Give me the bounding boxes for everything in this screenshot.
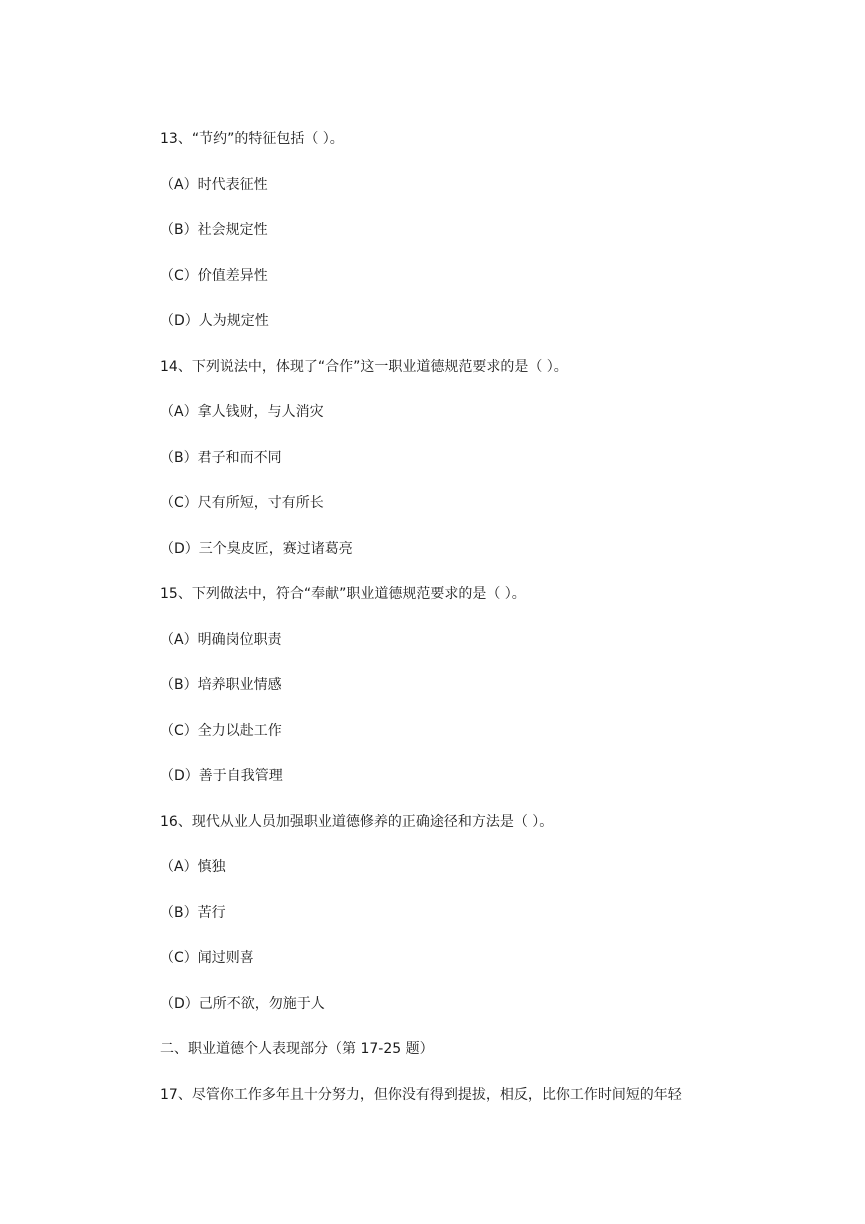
option-16-a: （A）慎独 — [160, 859, 226, 875]
option-14-a: （A）拿人钱财，与人消灾 — [160, 404, 324, 420]
option-15-a: （A）明确岗位职责 — [160, 632, 282, 648]
option-16-d: （D）己所不欲，勿施于人 — [160, 996, 325, 1012]
option-14-c: （C）尺有所短，寸有所长 — [160, 495, 324, 511]
question-17: 17、尽管你工作多年且十分努力，但你没有得到提拔，相反，比你工作时间短的年轻 — [160, 1087, 682, 1103]
question-14: 14、下列说法中，体现了“合作”这一职业道德规范要求的是（ ）。 — [160, 359, 568, 375]
option-13-d: （D）人为规定性 — [160, 313, 269, 329]
option-15-c: （C）全力以赴工作 — [160, 723, 282, 739]
option-13-a: （A）时代表征性 — [160, 177, 268, 193]
option-14-b: （B）君子和而不同 — [160, 450, 282, 466]
option-14-d: （D）三个臭皮匠，赛过诸葛亮 — [160, 541, 353, 557]
option-13-b: （B）社会规定性 — [160, 222, 268, 238]
option-16-c: （C）闻过则喜 — [160, 950, 254, 966]
question-16: 16、现代从业人员加强职业道德修养的正确途径和方法是（ ）。 — [160, 814, 554, 830]
option-13-c: （C）价值差异性 — [160, 268, 268, 284]
question-15: 15、下列做法中，符合“奉献”职业道德规范要求的是（ ）。 — [160, 586, 526, 602]
question-13: 13、“节约”的特征包括（ ）。 — [160, 131, 344, 147]
option-15-d: （D）善于自我管理 — [160, 768, 283, 784]
option-16-b: （B）苦行 — [160, 905, 226, 921]
section-heading: 二、职业道德个人表现部分（第 17-25 题） — [160, 1041, 434, 1057]
option-15-b: （B）培养职业情感 — [160, 677, 282, 693]
